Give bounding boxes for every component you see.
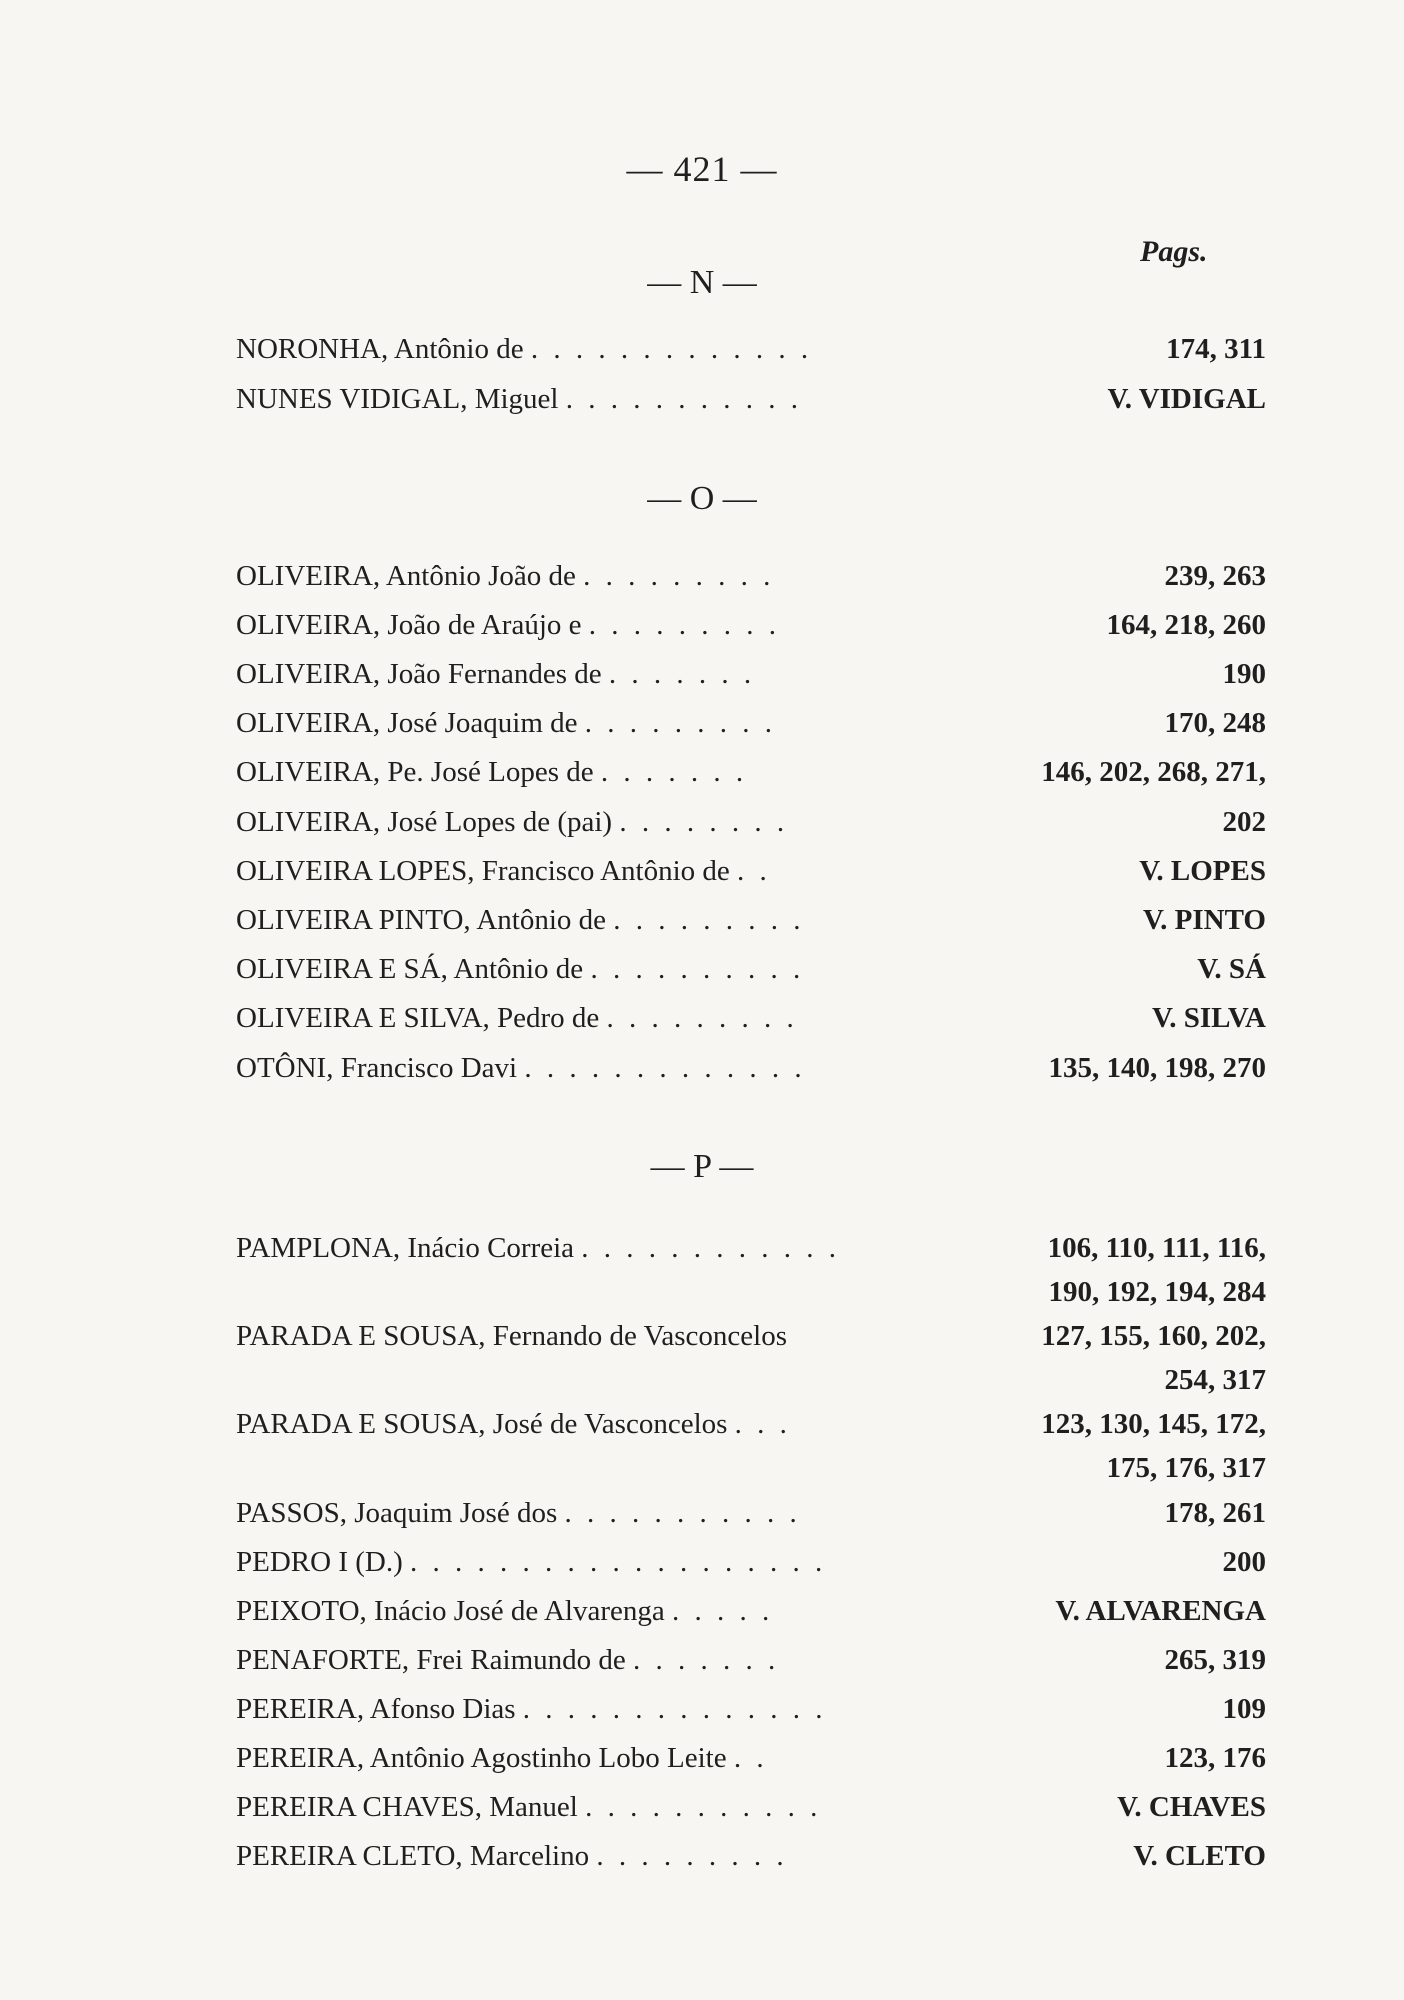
entry-name: PASSOS, Joaquim José dos xyxy=(236,1497,558,1529)
leader-dots: . . xyxy=(733,1742,768,1774)
index-entry xyxy=(236,898,1266,942)
leader-dots: . . . . . . . . . . xyxy=(590,953,805,985)
index-entry xyxy=(236,1046,1266,1090)
entry-name: OLIVEIRA, João Fernandes de xyxy=(236,658,602,690)
entry-name: NUNES VIDIGAL, Miguel xyxy=(236,383,559,415)
entry-pages: 164, 218, 260 xyxy=(1106,609,1266,641)
entry-pages: 178, 261 xyxy=(1164,1497,1266,1529)
leader-dots: . . . . . . . . . xyxy=(606,1002,798,1034)
entry-name: OLIVEIRA, José Lopes de (pai) xyxy=(236,806,613,838)
leader-dots: . . . . . . . . . . . xyxy=(564,1497,801,1529)
entry-name: OLIVEIRA PINTO, Antônio de xyxy=(236,904,607,936)
entry-pages: 202 xyxy=(1222,806,1266,838)
leader-dots: . . . . . . . xyxy=(633,1644,780,1676)
leader-dots: . . . . . . . xyxy=(600,756,748,788)
leader-dots: . . . . . . . . . xyxy=(583,560,775,592)
index-entry xyxy=(236,554,1266,598)
entry-pages-continued: 175, 176, 317 xyxy=(1106,1452,1266,1484)
entry-pages: 123, 130, 145, 172, xyxy=(1041,1408,1266,1440)
leader-dots: . . . . . . . . . . . xyxy=(565,383,802,415)
index-entry xyxy=(236,1589,1266,1633)
entry-name: PEREIRA CLETO, Marcelino xyxy=(236,1840,590,1872)
index-entry xyxy=(236,1540,1266,1584)
entry-name: PEREIRA CHAVES, Manuel xyxy=(236,1791,578,1823)
entry-name: NORONHA, Antônio de xyxy=(236,333,524,365)
index-entry xyxy=(236,701,1266,745)
entry-pages: V. VIDIGAL xyxy=(1107,383,1266,415)
entry-pages: 200 xyxy=(1222,1546,1266,1578)
entry-name: OLIVEIRA E SÁ, Antônio de xyxy=(236,953,584,985)
index-entry xyxy=(236,800,1266,844)
section-heading-n: — N — xyxy=(647,264,757,301)
entry-name: PARADA E SOUSA, José de Vasconcelos xyxy=(236,1408,728,1440)
index-entry xyxy=(236,652,1266,696)
entry-pages: 109 xyxy=(1222,1693,1266,1725)
index-entry xyxy=(236,1491,1266,1535)
entry-pages: 190 xyxy=(1222,658,1266,690)
entry-pages: V. CHAVES xyxy=(1117,1791,1266,1823)
index-entry xyxy=(236,1687,1266,1731)
entry-name: PEIXOTO, Inácio José de Alvarenga xyxy=(236,1595,665,1627)
leader-dots: . . . . . . . . . . . . . . xyxy=(522,1693,827,1725)
entry-name: OLIVEIRA LOPES, Francisco Antônio de xyxy=(236,855,730,887)
leader-dots: . . . xyxy=(734,1408,791,1440)
entry-name: OTÔNI, Francisco Davi xyxy=(236,1052,518,1084)
leader-dots: . . . . . . . . . . . . . xyxy=(530,333,813,365)
entry-pages: V. SILVA xyxy=(1152,1002,1266,1034)
leader-dots: . . . . . . . . xyxy=(619,806,789,838)
entry-pages: 127, 155, 160, 202, xyxy=(1041,1320,1266,1352)
index-entry xyxy=(236,1402,1266,1484)
entry-pages: V. SÁ xyxy=(1197,953,1266,985)
entry-name: PEREIRA, Afonso Dias xyxy=(236,1693,516,1725)
index-entry xyxy=(236,327,1266,371)
index-entry xyxy=(236,1785,1266,1829)
index-entry xyxy=(236,750,1266,794)
entry-pages: 106, 110, 111, 116, xyxy=(1047,1232,1266,1264)
entry-pages: 174, 311 xyxy=(1166,333,1266,365)
entry-name: OLIVEIRA E SILVA, Pedro de xyxy=(236,1002,600,1034)
entry-name: OLIVEIRA, José Joaquim de xyxy=(236,707,578,739)
index-entry xyxy=(236,996,1266,1040)
pags-column-label: Pags. xyxy=(1140,235,1208,268)
leader-dots: . . . . . . . . . xyxy=(613,904,805,936)
entry-name: OLIVEIRA, Antônio João de xyxy=(236,560,576,592)
entry-pages: V. LOPES xyxy=(1139,855,1266,887)
entry-pages-continued: 254, 317 xyxy=(1164,1364,1266,1396)
section-heading-o: — O — xyxy=(647,480,757,517)
index-entry xyxy=(236,1834,1266,1878)
entry-name: PARADA E SOUSA, Fernando de Vasconcelos xyxy=(236,1320,787,1352)
section-heading-p: — P — xyxy=(650,1148,754,1185)
index-entry xyxy=(236,947,1266,991)
entry-pages-continued: 190, 192, 194, 284 xyxy=(1048,1276,1266,1308)
entry-pages: V. ALVARENGA xyxy=(1055,1595,1266,1627)
entry-name: PEDRO I (D.) xyxy=(236,1546,403,1578)
leader-dots: . . . . . . . . . xyxy=(588,609,780,641)
leader-dots: . . . . . . . . . . . . . . . . . . . xyxy=(410,1546,827,1578)
leader-dots: . . . . . . . . . . . . . xyxy=(524,1052,806,1084)
leader-dots: . . . . . . . . . . . xyxy=(585,1791,822,1823)
index-entry xyxy=(236,1226,1266,1308)
index-entry xyxy=(236,377,1266,421)
page-number: — 421 — xyxy=(626,149,778,189)
leader-dots: . . xyxy=(737,855,771,887)
index-entry xyxy=(236,849,1266,893)
index-entry xyxy=(236,1736,1266,1780)
leader-dots: . . . . . . . . . . . . xyxy=(581,1232,841,1264)
entry-pages: 135, 140, 198, 270 xyxy=(1048,1052,1266,1084)
entry-name: OLIVEIRA, Pe. José Lopes de xyxy=(236,756,594,788)
entry-pages: V. PINTO xyxy=(1142,904,1266,936)
entry-name: OLIVEIRA, João de Araújo e xyxy=(236,609,582,641)
entry-pages: 123, 176 xyxy=(1164,1742,1266,1774)
entry-name: PENAFORTE, Frei Raimundo de xyxy=(236,1644,626,1676)
leader-dots: . . . . . xyxy=(671,1595,774,1627)
index-entry xyxy=(236,1638,1266,1682)
leader-dots: . . . . . . . . . xyxy=(596,1840,788,1872)
entry-name: PAMPLONA, Inácio Correia xyxy=(236,1232,575,1264)
leader-dots: . . . . . . . xyxy=(608,658,756,690)
entry-pages: 239, 263 xyxy=(1164,560,1266,592)
index-entry xyxy=(236,603,1266,647)
entry-pages: 265, 319 xyxy=(1164,1644,1266,1676)
index-entry xyxy=(236,1314,1266,1396)
leader-dots: . . . . . . . . . xyxy=(584,707,777,739)
entry-pages: 170, 248 xyxy=(1164,707,1266,739)
entry-pages: 146, 202, 268, 271, xyxy=(1041,756,1266,788)
entry-name: PEREIRA, Antônio Agostinho Lobo Leite xyxy=(236,1742,727,1774)
entry-pages: V. CLETO xyxy=(1133,1840,1266,1872)
